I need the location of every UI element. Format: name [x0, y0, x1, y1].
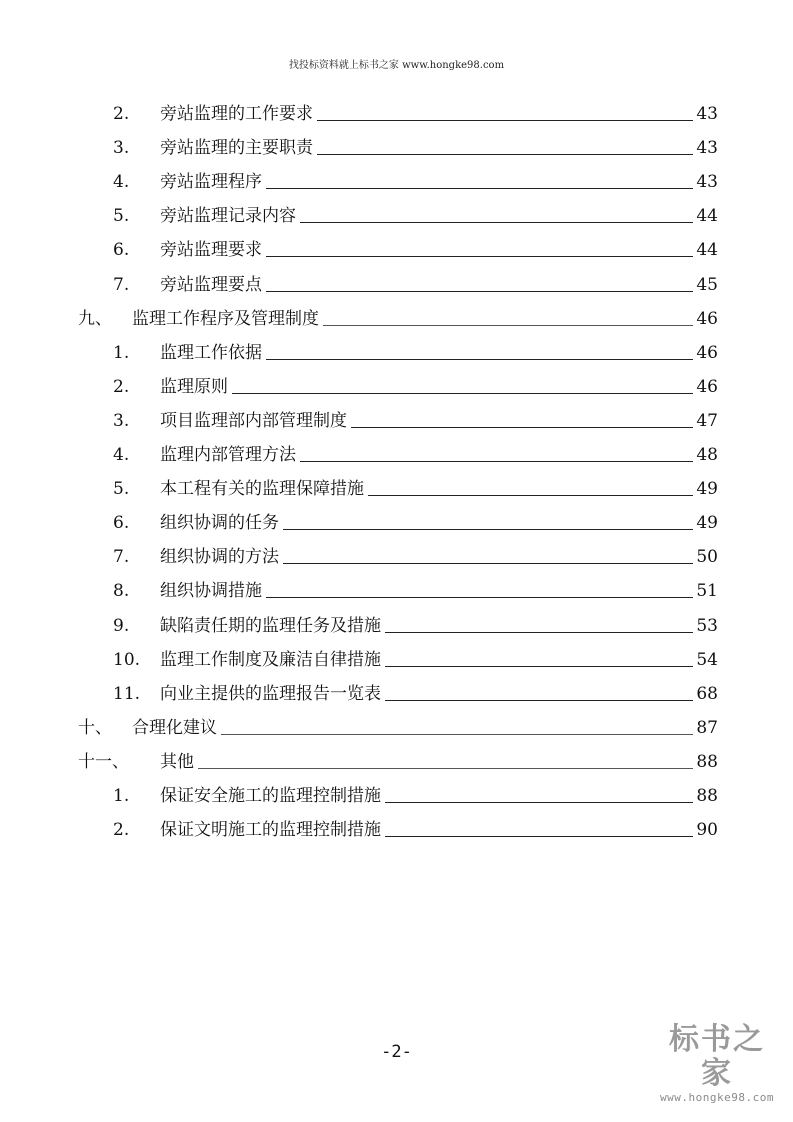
- toc-entry[interactable]: [0, 163, 718, 197]
- toc-entry-page: 51: [696, 581, 718, 602]
- brand-name: 标书之家: [669, 1022, 765, 1091]
- toc-entry-page: 49: [696, 513, 718, 534]
- toc-entry-number: 7.: [113, 547, 130, 568]
- toc-leader-line: [283, 529, 693, 530]
- toc-entry-number: 11.: [113, 683, 141, 704]
- toc-entry-page: 43: [696, 138, 718, 159]
- toc-entry[interactable]: [0, 641, 718, 675]
- toc-entry-number: 3.: [113, 138, 130, 159]
- toc-entry-page: 49: [696, 479, 718, 500]
- toc-leader-line: [198, 768, 693, 769]
- toc-entry-number: 9.: [113, 615, 130, 636]
- toc-entry[interactable]: [0, 504, 718, 538]
- toc-leader-line: [266, 188, 693, 189]
- toc-entry-title: 组织协调的方法: [160, 547, 279, 568]
- toc-entry-page: 46: [696, 342, 718, 363]
- toc-entry[interactable]: [0, 129, 718, 163]
- toc-entry-title: 旁站监理要点: [160, 274, 262, 295]
- toc-entry-number: 4.: [113, 172, 130, 193]
- toc-entry-page: 54: [696, 649, 718, 670]
- toc-entry-page: 44: [696, 206, 718, 227]
- toc-leader-line: [385, 632, 693, 633]
- toc-leader-line: [232, 393, 693, 394]
- toc-entry-number: 1.: [113, 342, 130, 363]
- toc-entry-page: 44: [696, 240, 718, 261]
- toc-entry[interactable]: [0, 197, 718, 231]
- brand-watermark: [657, 1023, 777, 1104]
- toc-leader-line: [221, 734, 693, 735]
- toc-entry-page: 90: [696, 820, 718, 841]
- toc-entry-number: 2.: [113, 820, 130, 841]
- toc-entry-number: 1.: [113, 786, 130, 806]
- toc-entry-page: 43: [696, 104, 718, 124]
- toc-entry-number: 十、: [78, 717, 112, 738]
- toc-entry-title: 旁站监理程序: [160, 172, 262, 193]
- toc-entry-page: 47: [696, 410, 718, 431]
- toc-leader-line: [385, 802, 693, 803]
- toc-entry-title: 组织协调措施: [160, 581, 262, 602]
- toc-entry[interactable]: [0, 675, 718, 709]
- toc-entry-number: 十一、: [78, 751, 129, 772]
- toc-entry-number: 3.: [113, 410, 130, 431]
- toc-entry[interactable]: [0, 334, 718, 368]
- toc-entry-title: 项目监理部内部管理制度: [160, 410, 347, 431]
- toc-entry-title: 其他: [160, 751, 194, 772]
- toc-entry-title: 监理工作制度及廉洁自律措施: [160, 649, 381, 670]
- toc-entry-title: 合理化建议: [132, 717, 217, 738]
- toc-leader-line: [300, 222, 693, 223]
- toc-entry-page: 87: [696, 717, 718, 738]
- toc-entry-page: 46: [696, 376, 718, 397]
- toc-leader-line: [266, 359, 693, 360]
- toc-entry-number: 2.: [113, 104, 130, 124]
- toc-entry-title: 旁站监理记录内容: [160, 206, 296, 227]
- toc-entry-title: 旁站监理要求: [160, 240, 262, 261]
- toc-entry-title: 保证安全施工的监理控制措施: [160, 786, 381, 806]
- toc-leader-line: [385, 700, 693, 701]
- toc-entry[interactable]: [0, 300, 718, 334]
- toc-entry-page: 68: [696, 683, 718, 704]
- toc-entry[interactable]: [0, 95, 718, 129]
- toc-entry-number: 6.: [113, 513, 130, 534]
- toc-entry-title: 组织协调的任务: [160, 513, 279, 534]
- toc-entry-page: 88: [696, 751, 718, 772]
- toc-leader-line: [317, 154, 693, 155]
- toc-entry[interactable]: [0, 709, 718, 743]
- toc-entry[interactable]: [0, 470, 718, 504]
- page-header: 找投标资料就上标书之家 www.hongke98.com: [288, 60, 505, 71]
- toc-entry[interactable]: [0, 231, 718, 265]
- toc-entry-number: 8.: [113, 581, 130, 602]
- toc-entry-number: 5.: [113, 206, 130, 227]
- toc-entry-title: 监理工作程序及管理制度: [132, 308, 319, 329]
- toc-leader-line: [368, 495, 693, 496]
- toc-entry-title: 监理工作依据: [160, 342, 262, 363]
- toc-entry[interactable]: [0, 266, 718, 300]
- toc-entry[interactable]: [0, 538, 718, 572]
- toc-entry-title: 旁站监理的工作要求: [160, 104, 313, 124]
- toc-leader-line: [323, 325, 693, 326]
- toc-entry-page: 88: [696, 786, 718, 806]
- toc-entry[interactable]: [0, 607, 718, 641]
- toc-entry[interactable]: [0, 743, 718, 777]
- toc-entry-number: 10.: [113, 649, 141, 670]
- toc-entry-page: 43: [696, 172, 718, 193]
- toc-entry-page: 46: [696, 308, 718, 329]
- toc-leader-line: [385, 666, 693, 667]
- toc-entry[interactable]: [0, 777, 718, 811]
- brand-url: www.hongke98.com: [660, 1091, 774, 1104]
- toc-entry[interactable]: [0, 436, 718, 470]
- toc-entry-title: 保证文明施工的监理控制措施: [160, 820, 381, 841]
- toc-entry-number: 7.: [113, 274, 130, 295]
- toc-entry[interactable]: [0, 572, 718, 606]
- page-number: -2-: [381, 1042, 412, 1062]
- toc-entry-page: 53: [696, 615, 718, 636]
- toc-leader-line: [385, 836, 693, 837]
- toc-entry-number: 4.: [113, 445, 130, 465]
- toc-entry-number: 2.: [113, 376, 130, 397]
- toc-leader-line: [317, 120, 693, 121]
- toc-entry-title: 本工程有关的监理保障措施: [160, 479, 364, 500]
- toc-leader-line: [300, 461, 693, 462]
- toc-leader-line: [266, 291, 693, 292]
- toc-entry-page: 48: [696, 445, 718, 465]
- toc-entry-title: 旁站监理的主要职责: [160, 138, 313, 159]
- toc-entry-page: 45: [696, 274, 718, 295]
- toc-leader-line: [266, 256, 693, 257]
- toc-entry-number: 九、: [78, 308, 112, 329]
- toc-entry-title: 监理内部管理方法: [160, 445, 296, 465]
- toc-entry[interactable]: [0, 402, 718, 436]
- toc-leader-line: [283, 563, 693, 564]
- toc-entry-number: 6.: [113, 240, 130, 261]
- toc-entry-title: 缺陷责任期的监理任务及措施: [160, 615, 381, 636]
- toc-entry-number: 5.: [113, 479, 130, 500]
- toc-entry[interactable]: [0, 811, 718, 845]
- toc-entry-title: 向业主提供的监理报告一览表: [160, 683, 381, 704]
- toc-leader-line: [266, 597, 693, 598]
- toc-entry-page: 50: [696, 547, 718, 568]
- toc-entry-title: 监理原则: [160, 376, 228, 397]
- toc-leader-line: [351, 427, 693, 428]
- toc-entry[interactable]: [0, 368, 718, 402]
